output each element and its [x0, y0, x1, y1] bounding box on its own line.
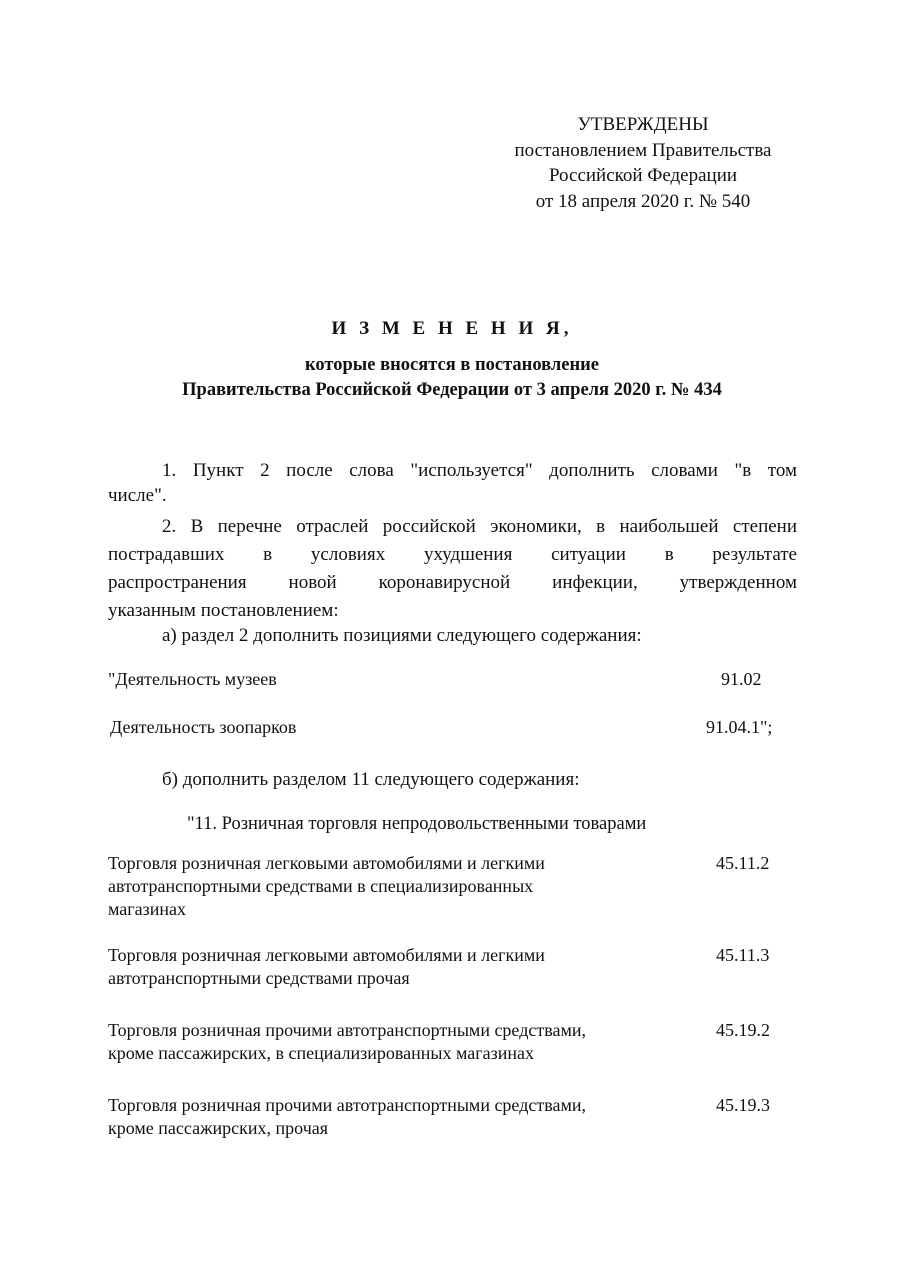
section11-row-4-line-2: кроме пассажирских, прочая	[108, 1118, 329, 1138]
paragraph-1-line-1: 1. Пункт 2 после слова "используется" дополнить словами "в том	[162, 460, 797, 481]
section2-row-code-2: 91.04.1";	[706, 717, 773, 737]
paragraph-2	[108, 512, 797, 626]
approval-line-1: УТВЕРЖДЕНЫ	[577, 114, 709, 135]
section11-row-4-code: 45.19.3	[716, 1095, 770, 1115]
paragraph-1	[108, 456, 797, 511]
paragraph-2-line-4: указанным постановлением:	[108, 600, 339, 621]
section11-row-2	[108, 944, 698, 990]
document-subtitle-2: Правительства Российской Федерации от 3 апреля 2020 г. № 434	[182, 380, 722, 400]
paragraph-2-line-2: пострадавших в условиях ухудшения ситуации в результате	[108, 544, 797, 565]
approval-block	[500, 112, 786, 214]
section2-row-name-1: "Деятельность музеев	[108, 669, 277, 689]
section11-row-2-line-2: автотранспортными средствами прочая	[108, 968, 410, 988]
paragraph-1-line-2: числе".	[108, 485, 167, 506]
section11-row-3	[108, 1019, 698, 1065]
section11-row-4-line-1: Торговля розничная прочими автотранспортными средствами,	[108, 1095, 586, 1115]
item-b: б) дополнить разделом 11 следующего содержания:	[162, 769, 580, 790]
section11-row-3-line-2: кроме пассажирских, в специализированных магазинах	[108, 1043, 535, 1063]
section11-row-1	[108, 852, 698, 921]
section11-row-1-code: 45.11.2	[716, 853, 770, 873]
section11-row-3-line-1: Торговля розничная прочими автотранспортными средствами,	[108, 1020, 586, 1040]
section11-row-2-code: 45.11.3	[716, 945, 770, 965]
section11-row-3-code: 45.19.2	[716, 1020, 770, 1040]
section11-row-1-line-1: Торговля розничная легковыми автомобилями и легкими	[108, 853, 545, 873]
section2-row-code-1: 91.02	[721, 669, 762, 689]
approval-line-4: от 18 апреля 2020 г. № 540	[535, 190, 751, 212]
section11-row-1-line-3: магазинах	[108, 899, 186, 919]
item-a: а) раздел 2 дополнить позициями следующего содержания:	[162, 625, 642, 646]
document-subtitle-1: которые вносятся в постановление	[305, 355, 599, 375]
document-title: И З М Е Н Е Н И Я,	[331, 318, 573, 339]
approval-line-3: Российской Федерации	[548, 165, 738, 186]
section11-row-1-line-2: автотранспортными средствами в специализированных	[108, 876, 534, 896]
approval-line-2: постановлением Правительства	[514, 139, 772, 161]
section11-title: "11. Розничная торговля непродовольственными товарами	[187, 814, 647, 834]
section11-row-2-line-1: Торговля розничная легковыми автомобилями и легкими	[108, 945, 545, 965]
paragraph-2-line-3: распространения новой коронавирусной инфекции, утвержденном	[108, 572, 797, 593]
section11-row-4	[108, 1094, 698, 1140]
section2-row-name-2: Деятельность зоопарков	[110, 717, 297, 737]
paragraph-2-line-1: 2. В перечне отраслей российской экономики, в наибольшей степени	[162, 516, 797, 537]
